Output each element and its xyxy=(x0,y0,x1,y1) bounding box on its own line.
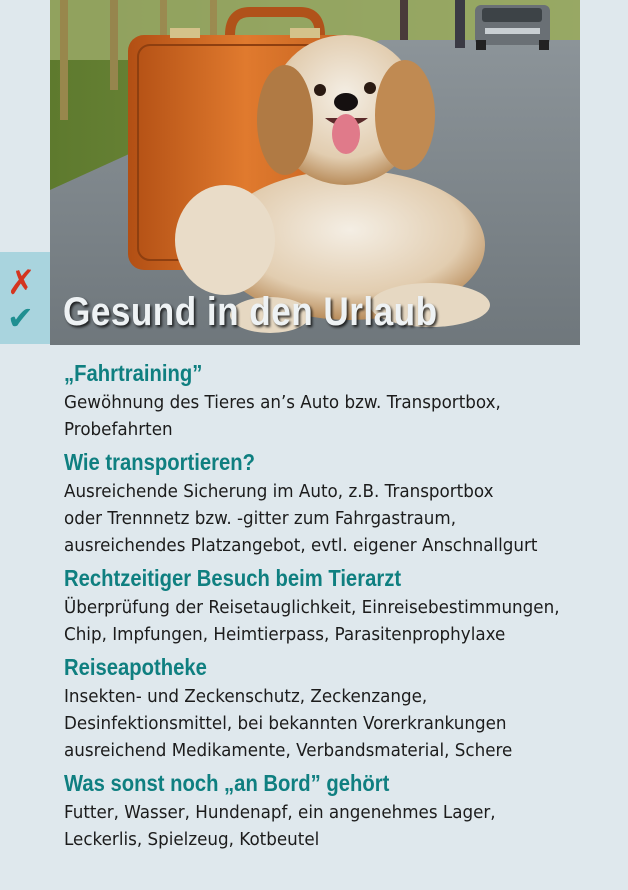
text-line: Probefahrten xyxy=(64,419,173,440)
section-fahrtraining xyxy=(64,358,604,443)
section-text xyxy=(64,594,603,648)
section-text xyxy=(64,389,603,443)
hero-image xyxy=(50,0,580,345)
text-line: Überprüfung der Reisetauglichkeit, Einreisebestimmungen, xyxy=(64,597,560,618)
section-text xyxy=(64,683,603,764)
cross-check-marker xyxy=(0,252,50,344)
section-heading: Wie transportieren? xyxy=(64,449,256,475)
text-line: Ausreichende Sicherung im Auto, z.B. Transportbox xyxy=(64,481,494,502)
text-line: Leckerlis, Spielzeug, Kotbeutel xyxy=(64,829,320,850)
text-line: Insekten- und Zeckenschutz, Zeckenzange, xyxy=(64,686,428,707)
section-heading: Rechtzeitiger Besuch beim Tierarzt xyxy=(64,565,402,591)
check-icon: ✔ xyxy=(7,299,34,337)
section-text xyxy=(64,799,603,853)
text-line: Futter, Wasser, Hundenapf, ein angenehmes Lager, xyxy=(64,802,496,823)
cross-icon: ✗ xyxy=(7,263,36,303)
text-line: ausreichend Medikamente, Verbandsmaterial, Schere xyxy=(64,740,513,761)
section-tierarzt xyxy=(64,563,604,648)
section-heading: Reiseapotheke xyxy=(64,654,207,680)
checklist xyxy=(64,358,604,857)
section-an-bord xyxy=(64,768,604,853)
section-text xyxy=(64,478,603,559)
section-heading: „Fahrtraining” xyxy=(64,360,203,386)
text-line: Desinfektionsmittel, bei bekannten Vorerkrankungen xyxy=(64,713,507,734)
text-line: oder Trennnetz bzw. -gitter zum Fahrgastraum, xyxy=(64,508,457,529)
text-line: Chip, Impfungen, Heimtierpass, Parasitenprophylaxe xyxy=(64,624,506,645)
section-transport xyxy=(64,447,604,559)
text-line: ausreichendes Platzangebot, evtl. eigener Anschnallgurt xyxy=(64,535,538,556)
section-heading: Was sonst noch „an Bord” gehört xyxy=(64,770,390,796)
text-line: Gewöhnung des Tieres an’s Auto bzw. Transportbox, xyxy=(64,392,501,413)
page-title: Gesund in den Urlaub xyxy=(63,290,438,334)
section-reiseapotheke xyxy=(64,652,604,764)
